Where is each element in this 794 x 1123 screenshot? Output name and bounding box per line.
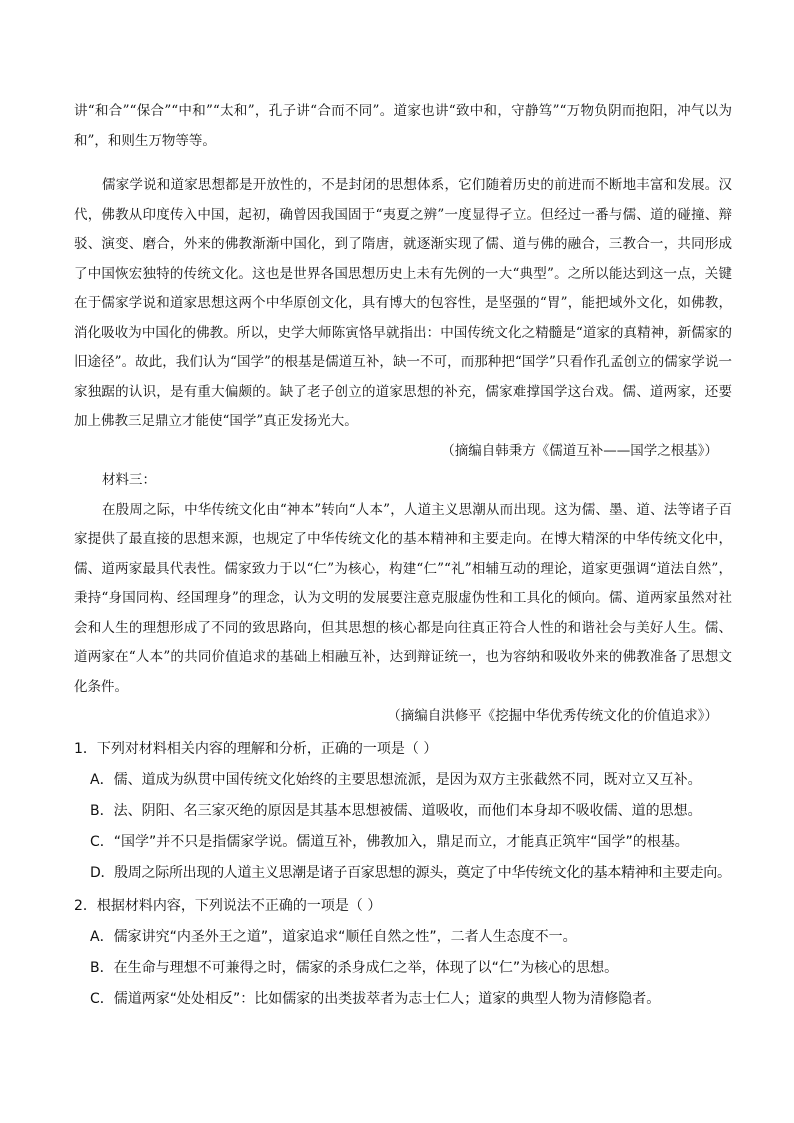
material2-source: （摘编自韩秉方《儒道互补——国学之根基》） <box>441 442 718 459</box>
question-1 <box>74 734 732 889</box>
material3-paragraph: 在殷周之际，中华传统文化由“神本”转向“人本”，人道主义思潮从而出现。这为儒、墨、道、法等诸子百家提供了最直接的思想来源，也规定了中华传统文化的基本精神和主要走向。在博大精深的中华传统文化中，儒、道两家最具代表性。儒家致力于以“仁”为核心，构建“仁”“礼”相辅互动的理论，道家更强调“道法自然”，秉持“身国同构、经国理身”的理念，认为文明的发展要注意克服虚伪性和工具化的倾向。儒、道两家虽然对社会和人生的理想形成了不同的致思路向，但其思想的核心都是向往真正符合人性的和谐社会与美好人生。儒、道两家在“人本”的共同价值追求的基础上相融互补，达到辩证统一，也为容纳和吸收外来的佛教准备了思想文化条件。 <box>74 501 732 695</box>
question-2 <box>74 891 732 1015</box>
question-1-option-c[interactable]: C．“国学”并不只是指儒家学说。儒道互补，佛教加入，鼎足而立，才能真正筑牢“国学”的根基。 <box>90 833 689 850</box>
question-1-stem: 1．下列对材料相关内容的理解和分析，正确的一项是（ ） <box>74 740 438 757</box>
question-2-option-b[interactable]: B．在生命与理想不可兼得之时，儒家的杀身成仁之举，体现了以“仁”为核心的思想。 <box>90 959 619 976</box>
question-2-option-a[interactable]: A．儒家讲究“内圣外王之道”，道家追求“顺任自然之性”，二者人生态度不一。 <box>90 928 577 945</box>
question-2-option-c[interactable]: C．儒道两家“处处相反”：比如儒家的出类拔萃者为志士仁人；道家的典型人物为清修隐者。 <box>90 990 661 1007</box>
material3-source: （摘编自洪修平《挖掘中华优秀传统文化的价值追求》） <box>387 708 718 724</box>
material2-paragraph-2: 儒家学说和道家思想都是开放性的，不是封闭的思想体系，它们随着历史的前进而不断地丰富和发展。汉代，佛教从印度传入中国，起初，确曾因我国固于“夷夏之辨”一度显得孑立。但经过一番与儒、道的碰撞、辩驳、演变、磨合，外来的佛教渐渐中国化，到了隋唐，就逐渐实现了儒、道与佛的融合，三教合一，共同形成了中国恢宏独特的传统文化。这也是世界各国思想历史上未有先例的一大“典型”。之所以能达到这一点，关键在于儒家学说和道家思想这两个中华原创文化，具有博大的包容性，是坚强的“胃”，能把域外文化，如佛教，消化吸收为中国化的佛教。所以，史学大师陈寅恪早就指出：中国传统文化之精髓是“道家的真精神，新儒家的旧途径”。故此，我们认为“国学”的根基是儒道互补，缺一不可，而那种把“国学”只看作孔孟创立的儒家学说一家独踞的认识，是有重大偏颇的。缺了老子创立的道家思想的补充，儒家难撑国学这台戏。儒、道两家，还要加上佛教三足鼎立才能使“国学”真正发扬光大。 <box>74 177 732 429</box>
question-2-stem: 2．根据材料内容，下列说法不正确的一项是（ ） <box>74 897 382 914</box>
question-1-option-d[interactable]: D．殷周之际所出现的人道主义思潮是诸子百家思想的源头，奠定了中华传统文化的基本精神和主要走向。 <box>90 864 731 881</box>
question-1-option-a[interactable]: A．儒、道成为纵贯中国传统文化始终的主要思想流派，是因为双方主张截然不同，既对立又互补。 <box>90 771 702 788</box>
material2-paragraph-1: 讲“和合”“保合”“中和”“太和”，孔子讲“合而不同”。道家也讲“致中和，守静笃”“万物负阴而抱阳，冲气以为和”，和则生万物等等。 <box>74 103 732 149</box>
question-1-option-b[interactable]: B．法、阴阳、名三家灭绝的原因是其基本思想被儒、道吸收，而他们本身却不吸收儒、道的思想。 <box>90 802 702 819</box>
material3-label: 材料三： <box>102 472 156 488</box>
